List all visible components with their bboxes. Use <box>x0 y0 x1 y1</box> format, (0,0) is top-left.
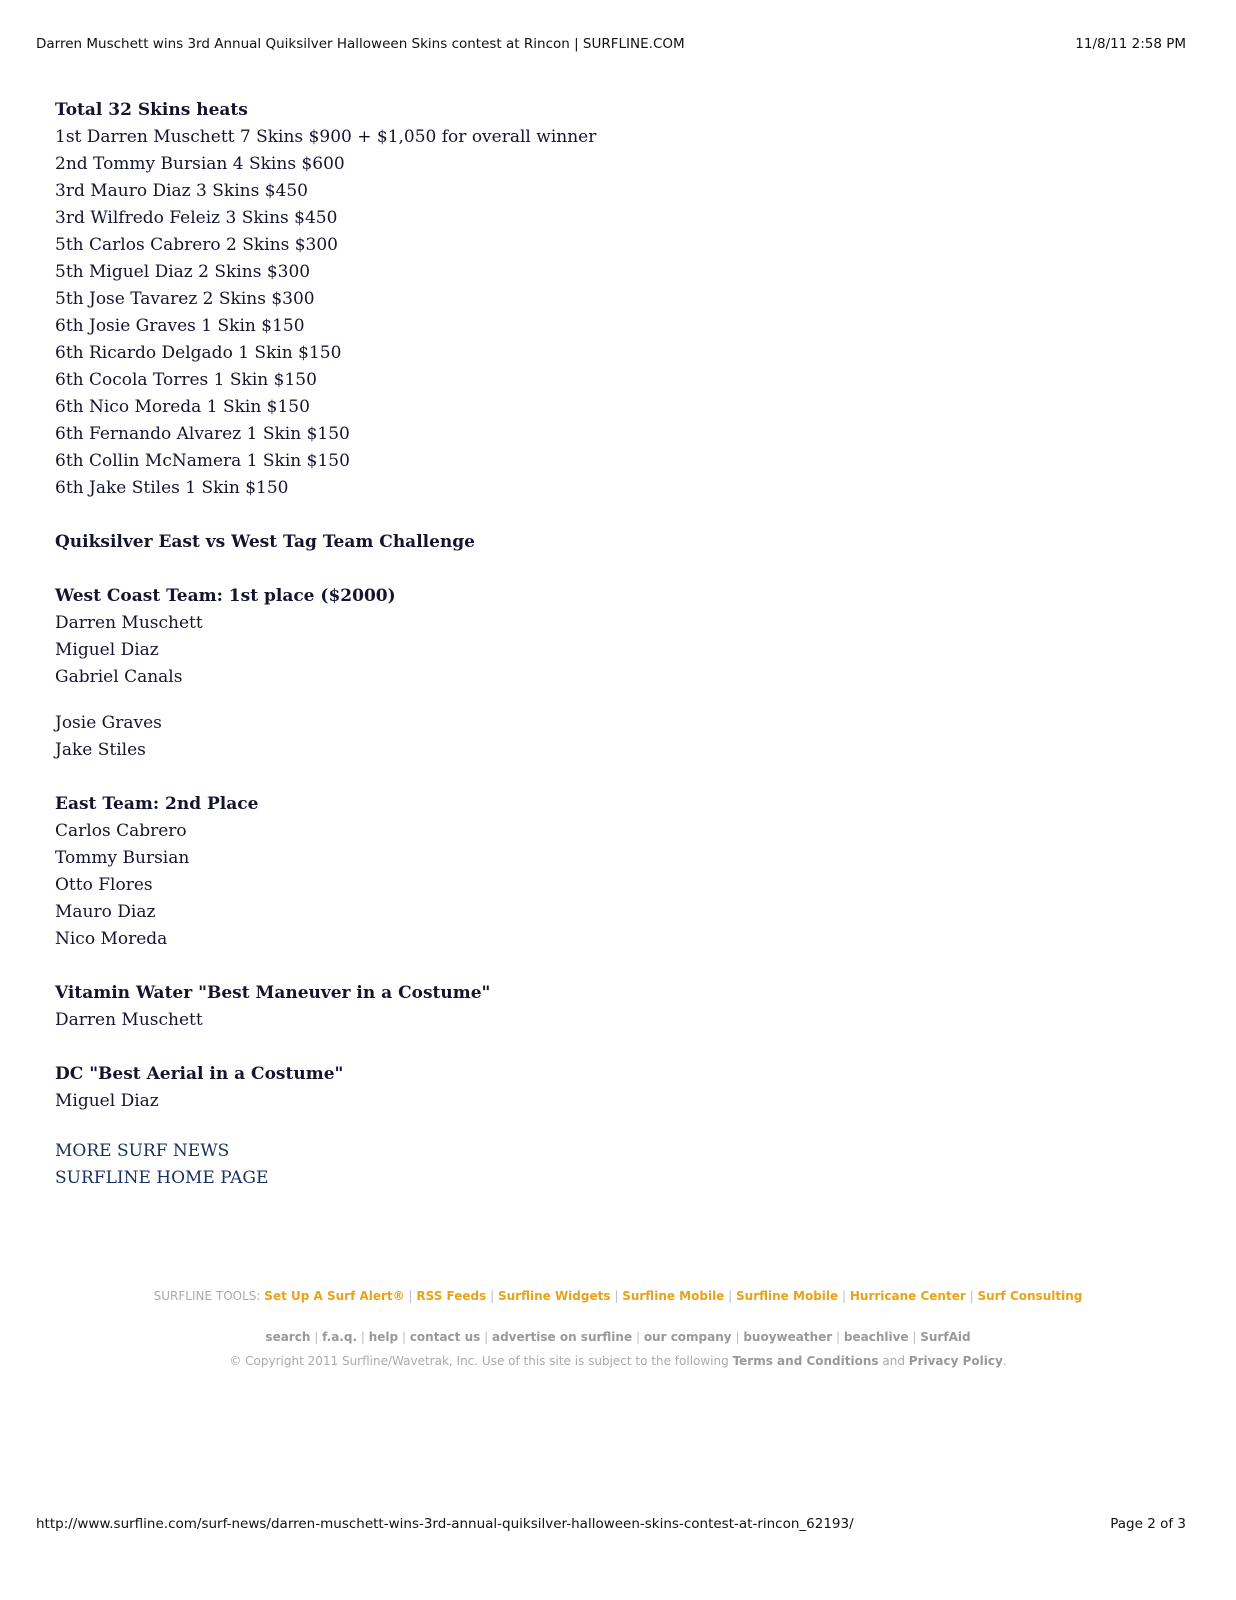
skins-results-list <box>55 124 955 502</box>
print-footer-url: http://www.surfline.com/surf-news/darren-muschett-wins-3rd-annual-quiksilver-halloween-skins-contest-at-rincon_62193/ <box>36 1516 854 1532</box>
result-row: 3rd Wilfredo Feleiz 3 Skins $450 <box>55 208 338 228</box>
tools-label: SURFLINE TOOLS: <box>153 1289 261 1303</box>
footer-buoyweather-link[interactable]: buoyweather <box>743 1330 833 1344</box>
dc-award-heading: DC "Best Aerial in a Costume" <box>55 1064 344 1084</box>
print-footer-page: Page 2 of 3 <box>1110 1516 1186 1532</box>
result-row: 6th Collin McNamera 1 Skin $150 <box>55 451 350 471</box>
more-surf-news-link[interactable]: MORE SURF NEWS <box>55 1141 230 1161</box>
print-header-datetime: 11/8/11 2:58 PM <box>1075 36 1186 52</box>
footer-surfaid-link[interactable]: SurfAid <box>920 1330 971 1344</box>
team-member: Carlos Cabrero <box>55 821 187 841</box>
team-member: Gabriel Canals <box>55 667 183 687</box>
result-row: 5th Jose Tavarez 2 Skins $300 <box>55 289 315 309</box>
result-row: 6th Jake Stiles 1 Skin $150 <box>55 478 289 498</box>
result-row: 6th Cocola Torres 1 Skin $150 <box>55 370 317 390</box>
team-member: Miguel Diaz <box>55 640 159 660</box>
footer-faq-link[interactable]: f.a.q. <box>322 1330 358 1344</box>
tag-team-heading: Quiksilver East vs West Tag Team Challenge <box>55 532 475 552</box>
team-member: Nico Moreda <box>55 929 168 949</box>
print-header <box>36 36 1186 52</box>
copyright-text: © Copyright 2011 Surfline/Wavetrak, Inc. Use of this site is subject to the following <box>229 1354 729 1368</box>
result-row: 5th Miguel Diaz 2 Skins $300 <box>55 262 311 282</box>
award-winner: Darren Muschett <box>55 1010 203 1030</box>
footer-company-link[interactable]: our company <box>643 1330 732 1344</box>
skins-heading: Total 32 Skins heats <box>55 100 248 120</box>
west-team-heading: West Coast Team: 1st place ($2000) <box>55 586 396 606</box>
footer-nav: search | f.a.q. | help | contact us | advertise on surfline | our company | buoyweather | beachlive | SurfAid <box>265 1330 971 1344</box>
hurricane-center-link[interactable]: Hurricane Center <box>849 1289 966 1303</box>
team-member: Jake Stiles <box>55 740 146 760</box>
east-team-heading: East Team: 2nd Place <box>55 794 259 814</box>
team-member: Otto Flores <box>55 875 153 895</box>
team-member: Mauro Diaz <box>55 902 156 922</box>
copyright <box>0 1354 1236 1368</box>
award-winner: Miguel Diaz <box>55 1091 159 1111</box>
team-member: Darren Muschett <box>55 613 203 633</box>
result-row: 6th Fernando Alvarez 1 Skin $150 <box>55 424 350 444</box>
team-member: Josie Graves <box>55 713 162 733</box>
result-row: 2nd Tommy Bursian 4 Skins $600 <box>55 154 345 174</box>
surfline-widgets-link[interactable]: Surfline Widgets <box>497 1289 611 1303</box>
result-row: 1st Darren Muschett 7 Skins $900 + $1,050 for overall winner <box>55 127 597 147</box>
result-row: 5th Carlos Cabrero 2 Skins $300 <box>55 235 338 255</box>
surf-consulting-link[interactable]: Surf Consulting <box>977 1289 1083 1303</box>
footer-contact-link[interactable]: contact us <box>409 1330 481 1344</box>
result-row: 6th Josie Graves 1 Skin $150 <box>55 316 305 336</box>
copyright-period: . <box>1002 1354 1007 1368</box>
vitamin-water-heading: Vitamin Water "Best Maneuver in a Costume" <box>55 983 491 1003</box>
footer-search-link[interactable]: search <box>265 1330 311 1344</box>
privacy-link[interactable]: Privacy Policy <box>908 1354 1003 1368</box>
rss-feeds-link[interactable]: RSS Feeds <box>416 1289 487 1303</box>
footer-advertise-link[interactable]: advertise on surfline <box>491 1330 633 1344</box>
surf-alert-link[interactable]: Set Up A Surf Alert® <box>264 1289 405 1303</box>
print-footer <box>36 1516 1186 1532</box>
team-member: Tommy Bursian <box>55 848 190 868</box>
surfline-mobile-link-2[interactable]: Surfline Mobile <box>736 1289 839 1303</box>
article-body <box>55 97 955 1192</box>
copyright-and: and <box>882 1354 905 1368</box>
footer-help-link[interactable]: help <box>368 1330 399 1344</box>
footer-beachlive-link[interactable]: beachlive <box>843 1330 909 1344</box>
surfline-home-page-link[interactable]: SURFLINE HOME PAGE <box>55 1168 269 1188</box>
surfline-mobile-link[interactable]: Surfline Mobile <box>622 1289 725 1303</box>
result-row: 3rd Mauro Diaz 3 Skins $450 <box>55 181 308 201</box>
result-row: 6th Ricardo Delgado 1 Skin $150 <box>55 343 342 363</box>
surfline-tools-bar: SURFLINE TOOLS: Set Up A Surf Alert® | RSS Feeds | Surfline Widgets | Surfline Mobile | Surfline Mobile | Hurricane Center | Surf Consulting <box>153 1289 1083 1303</box>
terms-link[interactable]: Terms and Conditions <box>732 1354 879 1368</box>
result-row: 6th Nico Moreda 1 Skin $150 <box>55 397 310 417</box>
print-header-title: Darren Muschett wins 3rd Annual Quiksilver Halloween Skins contest at Rincon | SURFLINE.COM <box>36 36 685 52</box>
